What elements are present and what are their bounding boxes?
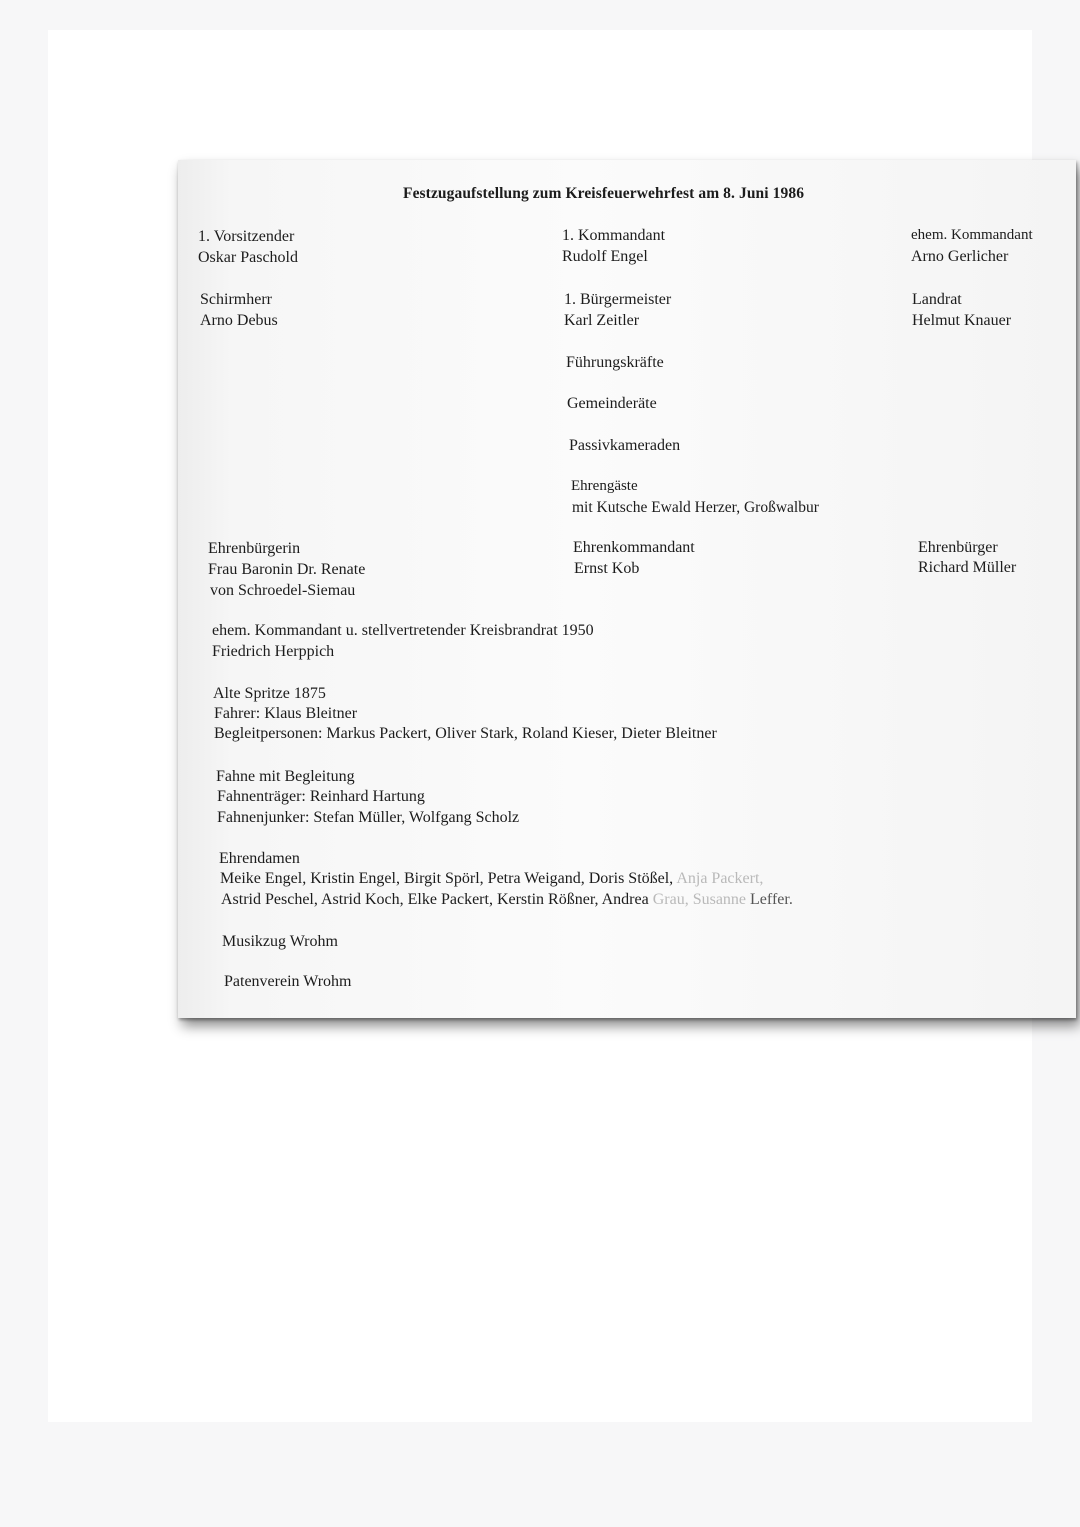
scanned-document bbox=[178, 160, 1076, 1018]
person-name: Arno Debus bbox=[200, 312, 278, 329]
person-name: Frau Baronin Dr. Renate bbox=[208, 561, 366, 578]
names-text: Meike Engel, Kristin Engel, Birgit Spörl, Petra Weigand, Doris Stößel, bbox=[220, 870, 674, 887]
names-text-faded: Anja Packert, bbox=[676, 870, 764, 887]
section-line bbox=[221, 889, 793, 910]
gemeinderaete-label: Gemeinderäte bbox=[567, 395, 657, 412]
passivkameraden-label: Passivkameraden bbox=[569, 437, 681, 454]
role-label: 1. Kommandant bbox=[562, 227, 666, 244]
role-label: Schirmherr bbox=[200, 291, 272, 308]
kutsche-line: mit Kutsche Ewald Herzer, Großwalbur bbox=[572, 499, 819, 516]
page-sheet bbox=[48, 30, 1032, 1422]
person-name: Richard Müller bbox=[918, 559, 1017, 576]
section-line: Fahnenjunker: Stefan Müller, Wolfgang Scholz bbox=[217, 809, 520, 826]
person-name: Arno Gerlicher bbox=[911, 248, 1009, 265]
names-text: Astrid Peschel, Astrid Koch, Elke Packert, Kerstin Rößner, Andrea bbox=[221, 891, 649, 908]
role-label: ehem. Kommandant bbox=[911, 227, 1033, 243]
role-label: 1. Bürgermeister bbox=[564, 291, 672, 308]
role-label: Landrat bbox=[912, 291, 962, 308]
person-name: Helmut Knauer bbox=[912, 312, 1012, 329]
section-line: ehem. Kommandant u. stellvertretender Kreisbrandrat 1950 bbox=[212, 622, 594, 639]
person-name: Oskar Paschold bbox=[198, 249, 298, 266]
role-label: Ehrenbürgerin bbox=[208, 540, 301, 557]
person-name: Karl Zeitler bbox=[564, 312, 640, 329]
role-label: 1. Vorsitzender bbox=[198, 228, 295, 245]
ehrengaeste-label: Ehrengäste bbox=[571, 478, 638, 494]
role-label: Ehrenkommandant bbox=[573, 539, 695, 556]
person-name: Ernst Kob bbox=[574, 560, 640, 577]
role-label: Ehrenbürger bbox=[918, 539, 998, 556]
person-name: von Schroedel-Siemau bbox=[210, 582, 356, 599]
section-heading: Ehrendamen bbox=[219, 850, 300, 867]
patenverein-label: Patenverein Wrohm bbox=[224, 973, 352, 990]
section-heading: Alte Spritze 1875 bbox=[213, 685, 326, 702]
names-text-faded: Grau, Susanne bbox=[652, 891, 747, 908]
person-name: Friedrich Herppich bbox=[212, 643, 335, 660]
musikzug-label: Musikzug Wrohm bbox=[222, 933, 338, 950]
fuehrungskraefte-label: Führungskräfte bbox=[566, 354, 664, 371]
section-line: Fahrer: Klaus Bleitner bbox=[214, 705, 358, 722]
person-name: Rudolf Engel bbox=[562, 248, 648, 265]
section-heading: Fahne mit Begleitung bbox=[216, 768, 355, 785]
document-title: Festzugaufstellung zum Kreisfeuerwehrfest am 8. Juni 1986 bbox=[403, 185, 805, 202]
section-line: Fahnenträger: Reinhard Hartung bbox=[217, 788, 425, 805]
names-text: Leffer. bbox=[750, 891, 793, 908]
section-line: Begleitpersonen: Markus Packert, Oliver Stark, Roland Kieser, Dieter Bleitner bbox=[214, 725, 717, 742]
section-line bbox=[220, 868, 763, 889]
